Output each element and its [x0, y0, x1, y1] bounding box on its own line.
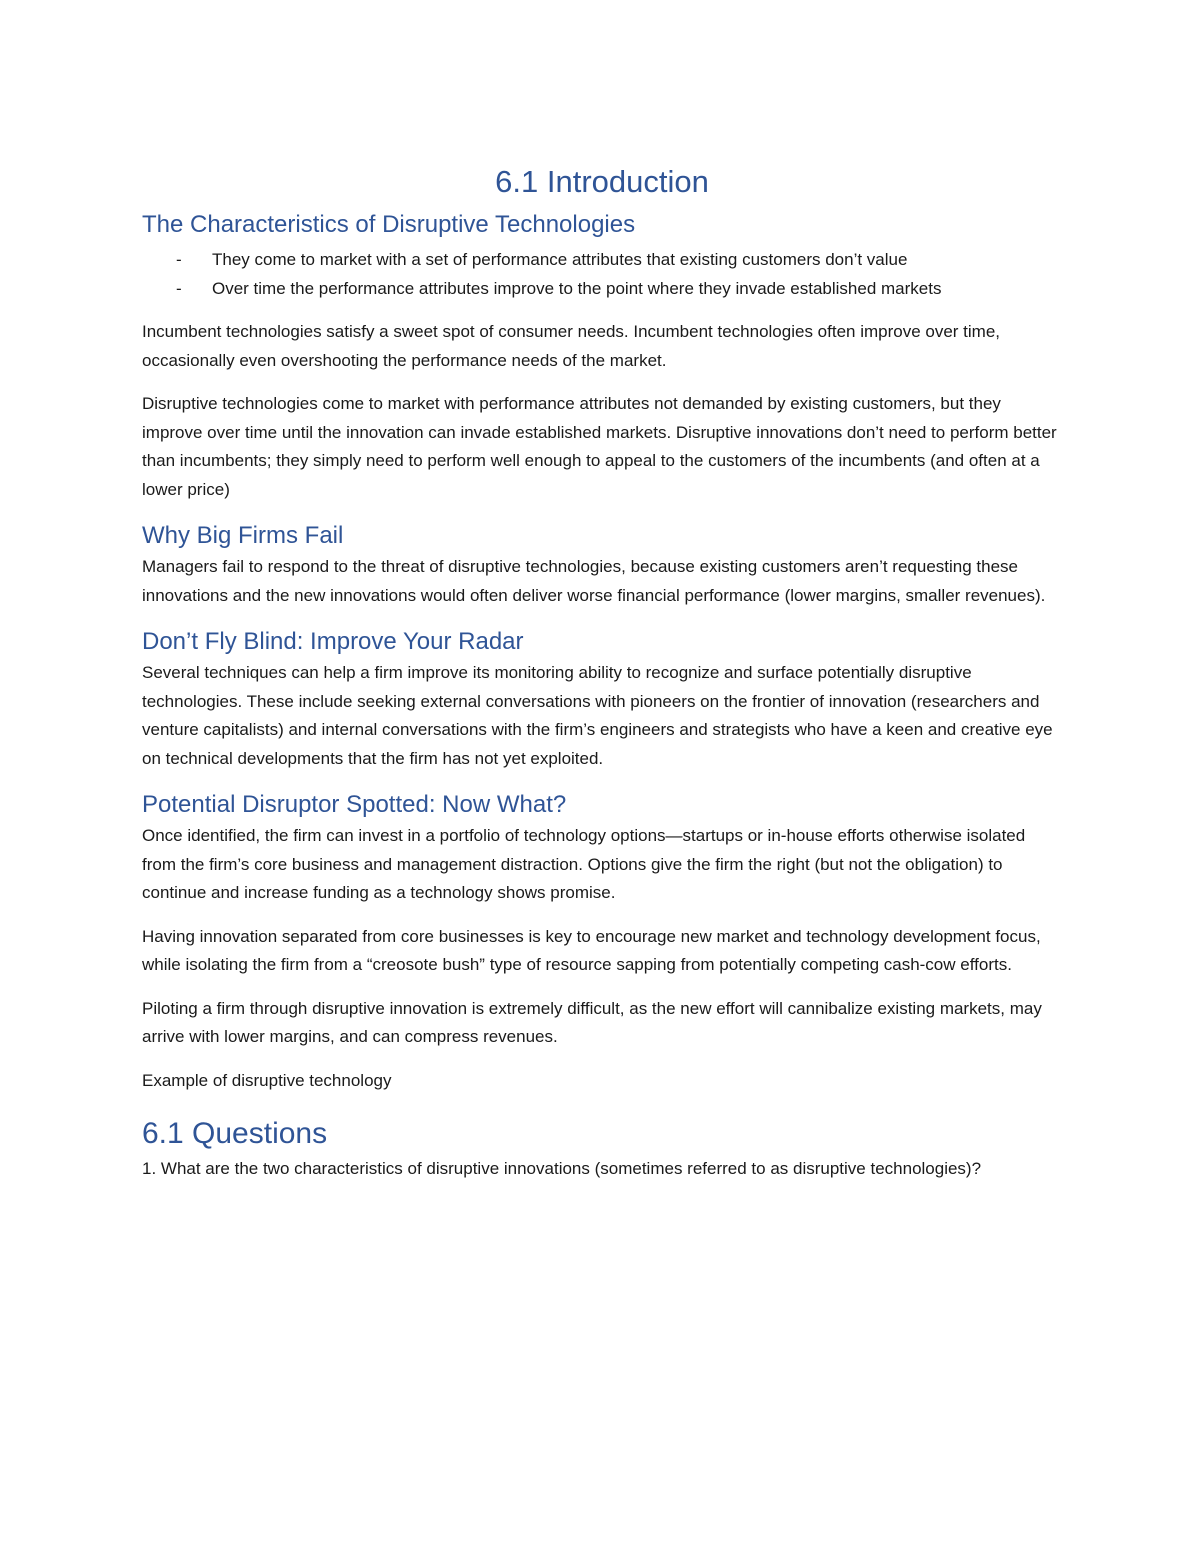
paragraph-piloting: Piloting a firm through disruptive innovation is extremely difficult, as the new effort will cannibalize existing markets, may arrive with lower margins, and can compress revenues. — [142, 998, 1042, 1046]
characteristics-list — [142, 246, 1062, 303]
paragraph-managers-fail: Managers fail to respond to the threat of disruptive technologies, because existing customers aren’t requesting these innovations and the new innovations would often deliver worse financial performance (lower margins, smaller revenues). — [142, 557, 1046, 605]
heading-why-big-firms-fail: Why Big Firms Fail — [142, 522, 344, 549]
paragraph-disruptive: Disruptive technologies come to market with performance attributes not demanded by existing customers, but they improve over time until the innovation can invade established markets. Disruptive innovations don’t need to perform better than incumbents; they simply need to perform well enough to appeal to the customers of the incumbents (and often at a lower price) — [142, 394, 1057, 499]
list-item: - They come to market with a set of performance attributes that existing customers don’t value — [142, 246, 1062, 275]
heading-questions: 6.1 Questions — [142, 1117, 328, 1150]
paragraph-techniques: Several techniques can help a firm improve its monitoring ability to recognize and surface potentially disruptive technologies. These include seeking external conversations with pioneers on the frontier of innovation (researchers and venture capitalists) and internal conversations with the firm’s engineers and strategists who have a keen and creative eye on technical developments that the firm has not yet exploited. — [142, 663, 1053, 768]
heading-characteristics: The Characteristics of Disruptive Technologies — [142, 211, 636, 238]
paragraph-portfolio: Once identified, the firm can invest in a portfolio of technology options—startups or in-house efforts otherwise isolated from the firm’s core business and management distraction. Options give the firm the right (but not the obligation) to continue and increase funding as a technology shows promise. — [142, 826, 1026, 902]
paragraph-incumbent: Incumbent technologies satisfy a sweet spot of consumer needs. Incumbent technologies often improve over time, occasionally even overshooting the performance needs of the market. — [142, 322, 1001, 370]
paragraph-example: Example of disruptive technology — [142, 1070, 392, 1090]
question-item: 1. What are the two characteristics of disruptive innovations (sometimes referred to as disruptive technologies)? — [142, 1159, 982, 1178]
paragraph-separation: Having innovation separated from core businesses is key to encourage new market and technology development focus, while isolating the firm from a “creosote bush” type of resource sapping from potentially competing cash-cow efforts. — [142, 926, 1041, 974]
list-item: - Over time the performance attributes improve to the point where they invade established markets — [142, 275, 1062, 304]
heading-improve-radar: Don’t Fly Blind: Improve Your Radar — [142, 628, 524, 655]
document-page — [142, 160, 1062, 1184]
heading-disruptor-spotted: Potential Disruptor Spotted: Now What? — [142, 791, 567, 818]
page-title: 6.1 Introduction — [495, 164, 709, 199]
